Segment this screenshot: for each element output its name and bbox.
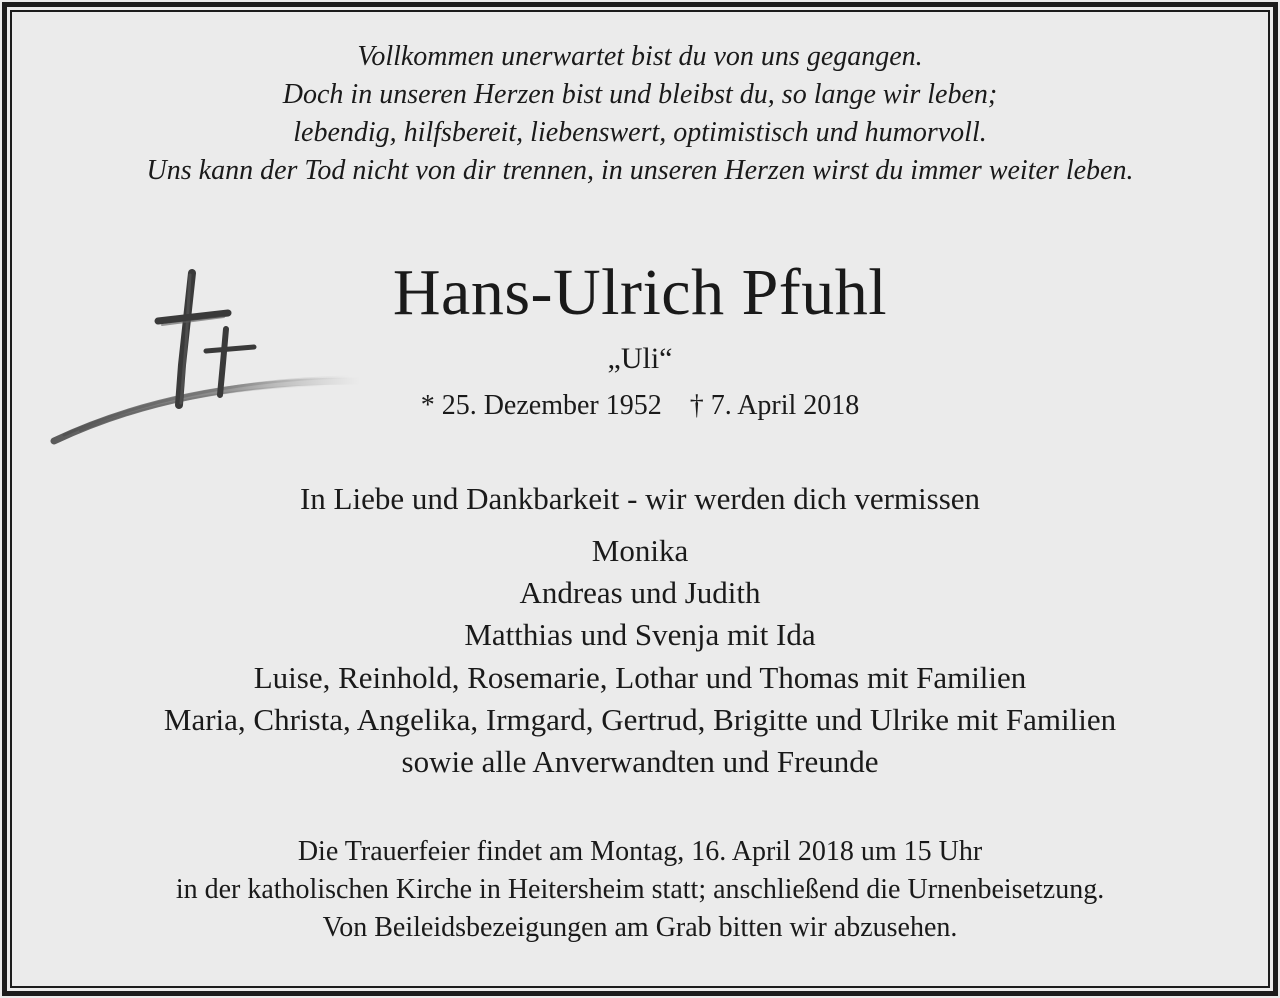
family-line: Monika xyxy=(591,533,689,568)
service-line: Die Trauerfeier findet am Montag, 16. April 2018 um 15 Uhr xyxy=(297,836,983,867)
deceased-nickname: „Uli“ xyxy=(607,342,673,375)
family-line: Andreas und Judith xyxy=(519,575,761,610)
death-date: † 7. April 2018 xyxy=(689,390,860,421)
life-dates xyxy=(0,388,1280,424)
poem-line: Vollkommen unerwartet bist du von uns gegangen. xyxy=(357,41,923,72)
deceased-name: Hans-Ulrich Pfuhl xyxy=(392,256,888,329)
poem-line: lebendig, hilfsbereit, liebenswert, optimistisch und humorvoll. xyxy=(293,117,987,148)
family-line: Luise, Reinhold, Rosemarie, Lothar und Thomas mit Familien xyxy=(253,660,1027,695)
family-line: Maria, Christa, Angelika, Irmgard, Gertrud, Brigitte und Ulrike mit Familien xyxy=(163,702,1117,737)
poem-line: Doch in unseren Herzen bist und bleibst du, so lange wir leben; xyxy=(282,79,998,110)
service-line: Von Beileidsbezeigungen am Grab bitten wir abzusehen. xyxy=(322,912,958,943)
birth-date: * 25. Dezember 1952 xyxy=(420,390,662,421)
family-line: sowie alle Anverwandten und Freunde xyxy=(401,744,879,779)
dedication-text: In Liebe und Dankbarkeit - wir werden dich vermissen xyxy=(299,481,981,516)
service-line: in der katholischen Kirche in Heitersheim statt; anschließend die Urnenbeisetzung. xyxy=(175,874,1105,905)
family-line: Matthias und Svenja mit Ida xyxy=(464,617,816,652)
poem-line: Uns kann der Tod nicht von dir trennen, in unseren Herzen wirst du immer weiter leben. xyxy=(146,155,1134,186)
